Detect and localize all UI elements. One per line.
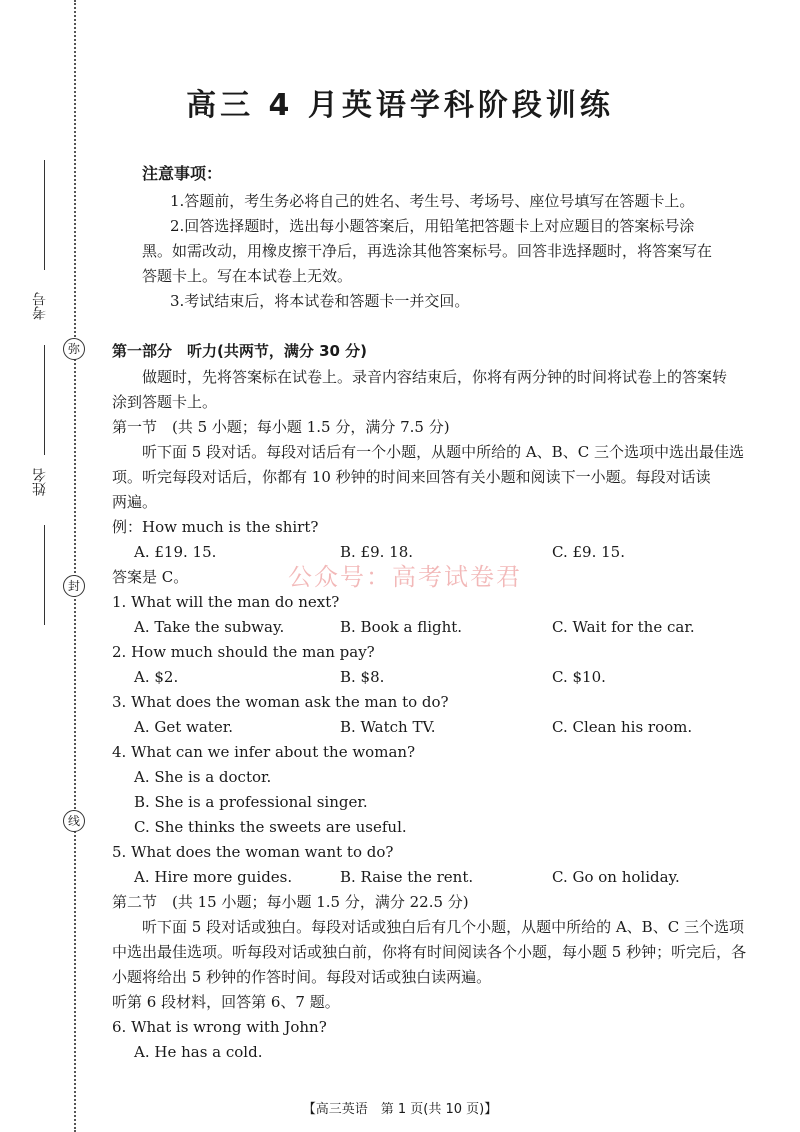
material-instruction: 听第 6 段材料，回答第 6、7 题。: [112, 993, 340, 1011]
q5-option-b: B. Raise the rent.: [340, 868, 474, 886]
example-option-b: B. £9. 18.: [340, 543, 414, 561]
q6-option-a: A. He has a cold.: [134, 1043, 263, 1061]
part1-intro-line: 做题时，先将答案标在试卷上。录音内容结束后，你将有两分钟的时间将试卷上的答案转: [142, 368, 728, 386]
name-label: 姓名: [32, 468, 48, 496]
question-6: 6. What is wrong with John?: [112, 1018, 327, 1036]
name-blank-line: [44, 345, 45, 455]
section2-heading: 第二节 (共 15 小题；每小题 1.5 分，满分 22.5 分): [112, 893, 469, 911]
exam-number-blank-line: [44, 160, 45, 270]
q1-option-b: B. Book a flight.: [340, 618, 463, 636]
q2-option-a: A. $2.: [134, 668, 179, 686]
notice-line: 1.答题前，考生务必将自己的姓名、考生号、考场号、座位号填写在答题卡上。: [170, 192, 695, 210]
q3-option-b: B. Watch TV.: [340, 718, 436, 736]
example-answer: 答案是 C。: [112, 568, 189, 586]
seal-mark-mi: 弥: [63, 338, 85, 360]
example-option-a: A. £19. 15.: [134, 543, 217, 561]
notice-line: 黑。如需改动，用橡皮擦干净后，再选涂其他答案标号。回答非选择题时，将答案写在: [142, 242, 713, 260]
q4-option-a: A. She is a doctor.: [134, 768, 272, 786]
q4-option-c: C. She thinks the sweets are useful.: [134, 818, 407, 836]
section1-intro-line: 项。听完每段对话后，你都有 10 秒钟的时间来回答有关小题和阅读下一小题。每段对话读: [112, 468, 711, 486]
seal-mark-feng: 封: [63, 575, 85, 597]
q3-option-c: C. Clean his room.: [552, 718, 693, 736]
q1-option-a: A. Take the subway.: [134, 618, 285, 636]
q5-option-a: A. Hire more guides.: [134, 868, 293, 886]
seal-mark-xian: 线: [63, 810, 85, 832]
notice-line: 答题卡上。写在本试卷上无效。: [142, 267, 353, 285]
question-1: 1. What will the man do next?: [112, 593, 340, 611]
question-3: 3. What does the woman ask the man to do?: [112, 693, 449, 711]
example-question: 例：How much is the shirt?: [112, 518, 319, 536]
section2-intro-line: 小题将给出 5 秒钟的作答时间。每段对话或独白读两遍。: [112, 968, 492, 986]
question-4: 4. What can we infer about the woman?: [112, 743, 416, 761]
notice-line: 2.回答选择题时，选出每小题答案后，用铅笔把答题卡上对应题目的答案标号涂: [170, 217, 695, 235]
section1-intro-line: 两遍。: [112, 493, 158, 511]
exam-number-label: 考号: [32, 292, 48, 320]
q5-option-c: C. Go on holiday.: [552, 868, 680, 886]
q1-option-c: C. Wait for the car.: [552, 618, 695, 636]
q3-option-a: A. Get water.: [134, 718, 234, 736]
section1-intro-line: 听下面 5 段对话。每段对话后有一个小题，从题中所给的 A、B、C 三个选项中选出最佳选: [142, 443, 744, 461]
page-footer: 【高三英语 第 1 页(共 10 页)】: [302, 1102, 498, 1117]
q4-option-b: B. She is a professional singer.: [134, 793, 368, 811]
section1-heading: 第一节 (共 5 小题；每小题 1.5 分，满分 7.5 分): [112, 418, 450, 436]
question-2: 2. How much should the man pay?: [112, 643, 375, 661]
notice-line: 3.考试结束后，将本试卷和答题卡一并交回。: [170, 292, 470, 310]
example-option-c: C. £9. 15.: [552, 543, 625, 561]
q2-option-b: B. $8.: [340, 668, 385, 686]
part1-heading: 第一部分 听力(共两节，满分 30 分): [112, 342, 368, 360]
section2-intro-line: 听下面 5 段对话或独白。每段对话或独白后有几个小题，从题中所给的 A、B、C 三个选项: [142, 918, 744, 936]
binding-dotted-line: [74, 0, 76, 1132]
watermark: 公众号：高考试卷君: [288, 563, 522, 591]
part1-intro-line: 涂到答题卡上。: [112, 393, 218, 411]
notice-heading: 注意事项：: [142, 164, 223, 183]
page-title: 高三 4 月英语学科阶段训练: [186, 88, 614, 123]
section2-intro-line: 中选出最佳选项。听每段对话或独白前，你将有时间阅读各个小题，每小题 5 秒钟；听完后，各: [112, 943, 747, 961]
q2-option-c: C. $10.: [552, 668, 606, 686]
question-5: 5. What does the woman want to do?: [112, 843, 394, 861]
class-blank-line: [44, 525, 45, 625]
